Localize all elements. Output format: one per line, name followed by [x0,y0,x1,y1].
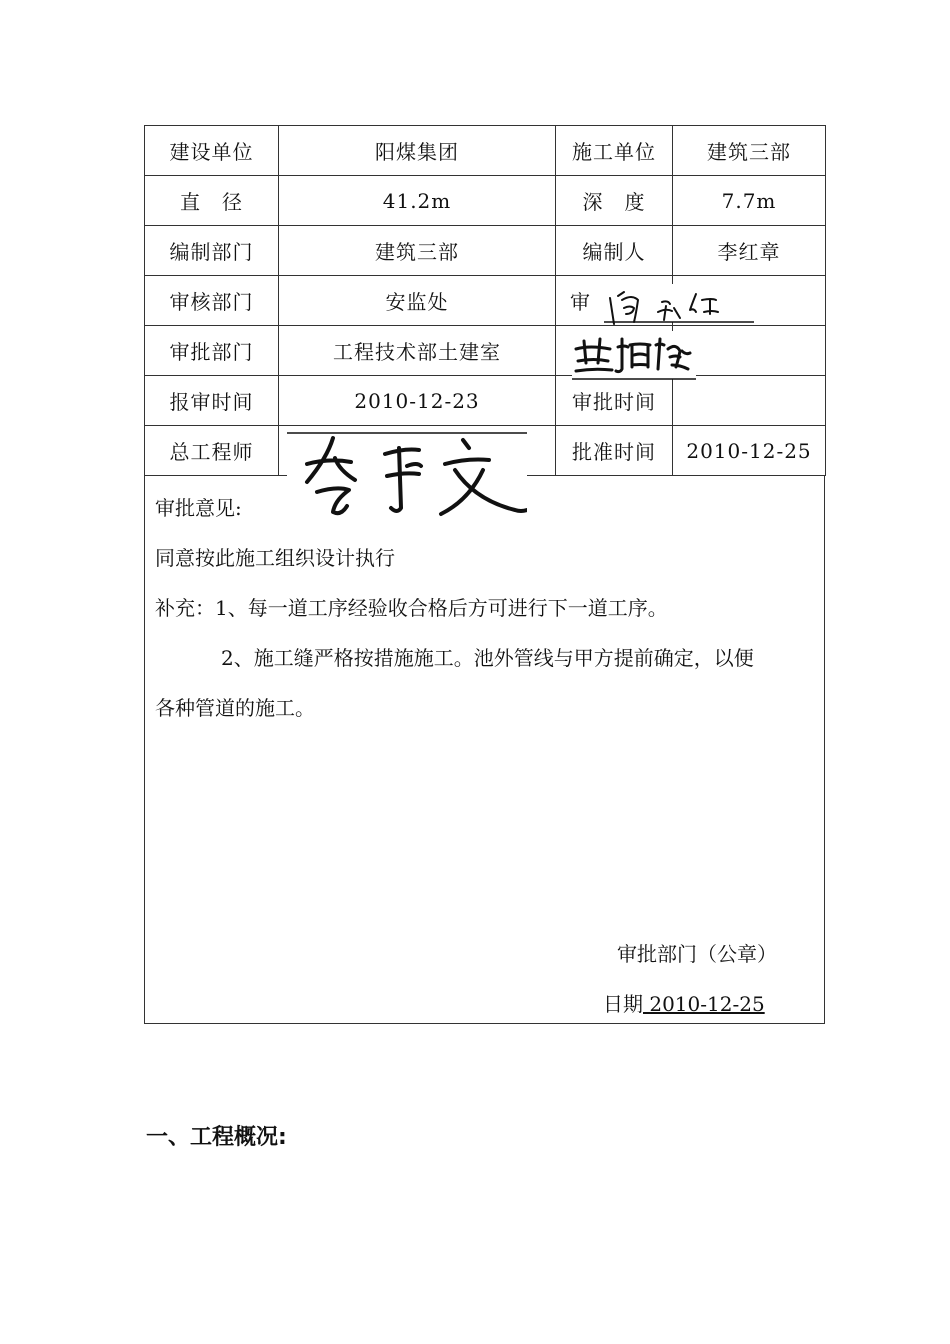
form-row [145,176,826,226]
field-value: 建筑三部 [279,226,556,276]
opinion-decision: 同意按此施工组织设计执行 [155,546,395,570]
field-label: 编制部门 [145,226,279,276]
form-row [145,126,826,176]
field-value: 阳煤集团 [279,126,556,176]
field-label: 审批时间 [556,376,673,426]
field-label: 深 度 [556,176,673,226]
field-label: 审 [556,276,673,326]
field-value: 安监处 [279,276,556,326]
date-prefix: 日期 [603,992,643,1016]
date-value: 2010-12-25 [643,992,765,1016]
approval-form [144,125,825,1024]
field-label: 建设单位 [145,126,279,176]
approval-date [603,988,765,1017]
stamp-label: 审批部门（公章） [617,942,777,966]
field-label: 施工单位 [556,126,673,176]
opinion-box [144,476,825,1024]
field-label: 批准时间 [556,426,673,476]
field-value [673,376,826,426]
field-value: 2010-12-25 [673,426,826,476]
field-value: 李红章 [673,226,826,276]
field-value: 2010-12-23 [279,376,556,426]
field-label: 直 径 [145,176,279,226]
field-value: 41.2m [279,176,556,226]
field-label: 审批部门 [145,326,279,376]
form-row [145,376,826,426]
supplement-item-1: 补充：1、每一道工序经验收合格后方可进行下一道工序。 [155,596,668,620]
supplement-item-2: 2、施工缝严格按措施施工。池外管线与甲方提前确定，以便 [221,646,754,670]
field-label: 编制人 [556,226,673,276]
form-row [145,226,826,276]
chief-signature-patch [287,430,527,526]
field-value: 工程技术部土建室 [279,326,556,376]
field-value: 建筑三部 [673,126,826,176]
section-heading: 一、工程概况: [146,1125,287,1150]
field-label: 报审时间 [145,376,279,426]
reviewer-signature-patch [604,284,754,322]
field-value: 7.7m [673,176,826,226]
field-label: 审核部门 [145,276,279,326]
form-row [145,326,826,376]
field-label: 总工程师 [145,426,279,476]
approver-signature-patch [572,331,696,379]
supplement-item-2-cont: 各种管道的施工。 [155,696,315,720]
opinion-heading: 审批意见: [155,496,242,520]
